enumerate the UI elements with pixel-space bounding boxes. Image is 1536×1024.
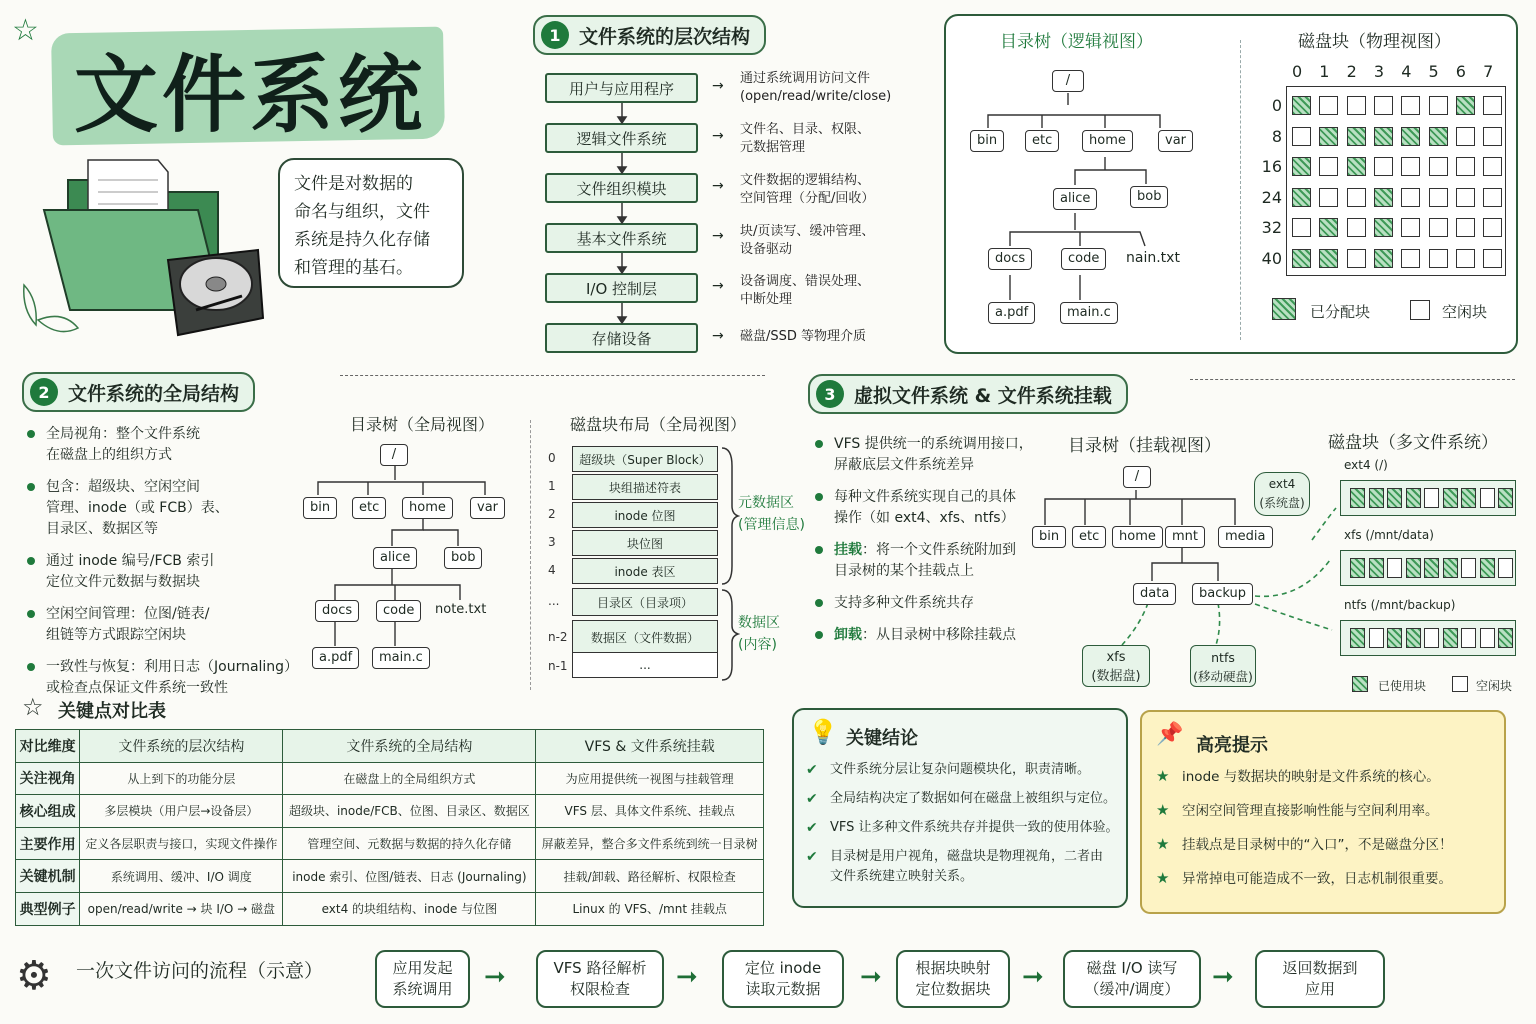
free-block [1347,96,1366,115]
tree-node: docs [988,248,1032,270]
bullet-item: VFS 提供统一的系统调用接口， 屏蔽底层文件系统差异 [812,434,1042,476]
table-row: 关键机制 系统调用、缓冲、I/O 调度 inode 索引、位图/链表、日志 (Journaling) 挂载/卸载、路径解析、权限检查 [16,860,764,893]
disk-block: 数据区（文件数据） [572,620,718,654]
free-block [1483,249,1502,268]
xfs-disk-node: xfs (数据盘) [1082,645,1150,687]
tree-node-file: note.txt [435,602,487,617]
bullet-item: 卸载：从目录树中移除挂载点 [812,625,1042,646]
section-title: 虚拟文件系统 & 文件系统挂载 [854,384,1112,407]
free-block [1483,188,1502,207]
free-block [1461,558,1476,578]
tree-node-root: / [1052,70,1084,92]
pin-icon: 📌 [1156,722,1184,747]
tree-node: bob [444,547,482,569]
used-block [1387,488,1402,508]
flow-arrow-icon: ➞ [676,962,698,992]
layer-box: 用户与应用程序 [545,73,698,103]
free-block [1456,249,1475,268]
physical-block-grid [1258,62,1508,282]
free-block [1401,249,1420,268]
bullet-item: 支持多种文件系统共存 [812,593,1042,614]
allocated-block [1374,249,1393,268]
legend-free-swatch [1452,676,1468,692]
arrow-icon: → [712,228,724,244]
section-number: 3 [816,380,844,408]
intro-line: 文件是对数据的 [294,174,413,194]
disk-block: 目录区（目录项） [572,588,718,616]
star-icon: ☆ [12,13,39,48]
table-row: 对比维度 文件系统的层次结构 文件系统的全局结构 VFS & 文件系统挂载 [16,730,764,763]
metadata-region-label: 元数据区 (管理信息) [738,495,805,533]
free-block [1429,218,1448,237]
star-outline-icon: ☆ [22,693,44,721]
block-number: 0 [548,451,556,465]
section2-header [22,372,255,412]
grid-col-label: 5 [1428,62,1439,81]
layer-box: 逻辑文件系统 [545,123,698,153]
layer-description: 通过系统调用访问文件 (open/read/write/close) [740,71,892,104]
layer-description: 文件名、目录、权限、 元数据管理 [740,122,871,155]
highlight-title: 高亮提示 [1196,735,1268,756]
used-block [1387,628,1402,648]
legend-used-label: 已使用块 [1378,679,1427,693]
highlight-item: ★ 挂载点是目录树中的“入口”，不是磁盘分区！ [1156,835,1501,855]
free-block [1498,558,1513,578]
tree-node-root: / [380,444,408,466]
grid-col-label: 6 [1455,62,1466,81]
allocated-block [1401,127,1420,146]
free-block [1401,96,1420,115]
disk-block: 超级块（Super Block） [572,446,718,472]
intro-bubble [278,158,464,288]
free-block [1292,218,1311,237]
used-block [1443,628,1458,648]
conclusion-item: ✔ 文件系统分层让复杂问题模块化，职责清晰。 [806,760,1124,780]
used-block [1406,488,1421,508]
used-block [1369,488,1384,508]
block-number: 1 [548,479,556,493]
section-title: 文件系统的层次结构 [579,25,751,48]
used-block [1350,488,1365,508]
used-block [1498,488,1513,508]
tree-node: code [1061,248,1106,270]
arrow-icon: → [712,128,724,144]
section3-bullets [812,434,1042,657]
allocated-block [1292,249,1311,268]
tree-node: etc [1025,130,1059,152]
tree-node: main.c [372,647,430,669]
tree-node: code [376,600,421,622]
grid-row-label: 0 [1271,96,1282,115]
free-block [1456,127,1475,146]
dashed-divider [1190,379,1515,380]
free-block [1429,96,1448,115]
layer-connectors [612,103,632,328]
grid-col-label: 0 [1292,62,1303,81]
block-number: ... [548,594,560,608]
dashed-divider [340,375,765,376]
free-block [1480,488,1495,508]
dashed-divider-v [530,420,531,690]
allocated-block [1374,127,1393,146]
block-number: 3 [548,535,556,549]
legend-allocated-swatch [1272,298,1296,320]
layer-box: I/O 控制层 [545,273,698,303]
layer-box: 基本文件系统 [545,223,698,253]
highlight-item: ★ 空闲空间管理直接影响性能与空间利用率。 [1156,801,1501,821]
fs-label: xfs (/mnt/data) [1344,528,1434,542]
allocated-block [1319,218,1338,237]
conclusion-item: ✔ 目录树是用户视角，磁盘块是物理视角，二者由 文件系统建立映射关系。 [806,847,1124,887]
highlight-list [1156,767,1501,903]
free-block [1456,218,1475,237]
multi-fs-disk-title: 磁盘块（多文件系统） [1328,433,1498,453]
table-row: 主要作用 定义各层职责与接口，实现文件操作 管理空间、元数据与数据的持久化存储 屏蔽差异，整合多文件系统到统一目录树 [16,827,764,860]
tree-node: bin [1032,526,1066,548]
section3-header [808,374,1128,414]
tree-node: home [1082,130,1133,152]
free-block [1429,188,1448,207]
disk-block: ... [572,652,718,678]
flow-arrow-icon: ➞ [860,962,882,992]
disk-block: inode 位图 [572,502,718,528]
table-row: 典型例子 open/read/write → 块 I/O → 磁盘 ext4 的块组结构、inode 与位图 Linux 的 VFS、/mnt 挂载点 [16,892,764,925]
tree-node: alice [373,547,417,569]
bullet-item: 一致性与恢复：利用日志（Journaling） 或检查点保证文件系统一致性 [24,657,304,699]
allocated-block [1429,127,1448,146]
grid-row-label: 40 [1261,248,1282,268]
arrow-icon: → [712,328,724,344]
allocated-block [1292,188,1311,207]
grid-row-label: 8 [1271,126,1282,146]
tree-node: bin [970,130,1004,152]
free-block [1401,157,1420,176]
table-title: 关键点对比表 [58,701,166,722]
flow-step: 定位 inode 读取元数据 [722,950,844,1008]
free-block [1319,188,1338,207]
highlight-item: ★ 异常掉电可能造成不一致，日志机制很重要。 [1156,869,1501,889]
flow-arrow-icon: ➞ [484,962,506,992]
folder-disk-illustration [18,150,268,350]
grid-col-label: 2 [1346,62,1357,81]
page-title: 文件系统 [74,45,427,144]
region-braces [720,446,740,682]
tree-node: home [402,497,453,519]
tree-node: main.c [1060,302,1118,324]
used-block [1369,558,1384,578]
bullet-item: 挂载：将一个文件系统附加到 目录树的某个挂载点上 [812,540,1042,582]
used-block [1443,488,1458,508]
ntfs-disk-node: ntfs (移动硬盘) [1190,645,1256,687]
grid-col-label: 1 [1319,62,1330,81]
free-block [1456,157,1475,176]
free-block [1292,127,1311,146]
flow-step: 应用发起 系统调用 [375,950,470,1008]
grid-row-label: 32 [1261,218,1282,237]
gear-icon: ⚙ [16,953,52,999]
block-number: 2 [548,507,556,521]
section-number: 2 [30,378,58,406]
disk-block: 块组描述符表 [572,474,718,500]
tree-node: var [470,497,505,519]
free-block [1424,628,1439,648]
disk-layout-title: 磁盘块布局（全局视图） [570,415,747,434]
flow-step: VFS 路径解析 权限检查 [536,950,664,1008]
conclusion-item: ✔ 全局结构决定了数据如何在磁盘上被组织与定位。 [806,789,1124,809]
bullet-item: 每种文件系统实现自己的具体 操作（如 ext4、xfs、ntfs） [812,487,1042,529]
table-row: 关注视角 从上到下的功能分层 在磁盘上的全局组织方式 为应用提供统一视图与挂载管理 [16,762,764,795]
tree-node: etc [352,497,386,519]
tree-node: backup [1192,583,1253,605]
ext4-bubble: ext4 (系统盘) [1254,472,1310,516]
block-number: n-2 [548,630,568,644]
flow-title: 一次文件访问的流程（示意） [76,960,324,982]
used-block [1498,628,1513,648]
allocated-block [1292,96,1311,115]
fs-label: ntfs (/mnt/backup) [1344,598,1456,612]
layer-box: 存储设备 [545,323,698,353]
legend-allocated-label: 已分配块 [1310,303,1371,321]
mount-tree-title: 目录树（挂载视图） [1068,436,1221,456]
lightbulb-icon: 💡 [808,718,838,746]
tree-node: media [1218,526,1273,548]
allocated-block [1347,157,1366,176]
tree-node: data [1133,583,1176,605]
allocated-block [1374,188,1393,207]
tree-node: a.pdf [312,647,359,669]
grid-row-label: 16 [1261,157,1282,176]
tree-node: bin [303,497,337,519]
grid-col-label: 3 [1373,62,1385,81]
free-block [1483,127,1502,146]
bullet-item: 全局视角：整个文件系统 在磁盘上的组织方式 [24,424,304,466]
used-block [1406,628,1421,648]
legend-free-label: 空闲块 [1442,303,1488,321]
allocated-block [1319,127,1338,146]
tree-node: docs [315,600,359,622]
tree-node-file: nain.txt [1126,250,1180,266]
layer-description: 块/页读写、缓冲管理、 设备驱动 [740,224,875,257]
allocated-block [1319,249,1338,268]
layer-description: 文件数据的逻辑结构、 空间管理（分配/回收） [740,173,875,206]
tree-node: var [1158,130,1193,152]
block-number: n-1 [548,659,568,673]
free-block [1480,628,1495,648]
layer-description: 磁盘/SSD 等物理介质 [740,329,867,344]
free-block [1456,188,1475,207]
layer-description: 设备调度、错误处理、 中断处理 [740,274,871,307]
grid-col-label: 7 [1483,62,1494,81]
section2-bullets [24,424,304,710]
intro-line: 和管理的基石。 [294,258,413,278]
flow-step: 返回数据到 应用 [1255,950,1385,1008]
arrow-icon: → [712,278,724,294]
free-block [1319,96,1338,115]
intro-line: 命名与组织，文件 [294,202,430,222]
conclusion-list [806,760,1124,896]
block-number: 4 [548,563,556,577]
layer-box: 文件组织模块 [545,173,698,203]
flow-arrow-icon: ➞ [1022,962,1044,992]
allocated-block [1347,127,1366,146]
flow-step: 根据块映射 定位数据块 [896,950,1010,1008]
used-block [1350,628,1365,648]
free-block [1424,488,1439,508]
free-block [1401,218,1420,237]
comparison-table [15,729,764,926]
legend-free-swatch [1410,300,1430,320]
used-block [1461,488,1476,508]
tree-node: etc [1072,526,1106,548]
intro-line: 系统是持久化存储 [294,230,430,250]
physical-disk-title: 磁盘块（物理视图） [1298,32,1451,52]
disk-block: inode 表区 [572,558,718,584]
legend-free-label: 空闲块 [1476,679,1513,693]
arrow-icon: → [712,178,724,194]
tree-node: alice [1053,188,1097,210]
free-block [1429,157,1448,176]
grid-col-label: 4 [1401,62,1412,81]
free-block [1374,96,1393,115]
used-block [1443,558,1458,578]
panel-divider [1240,40,1241,340]
bullet-item: 通过 inode 编号/FCB 索引 定位文件元数据与数据块 [24,551,304,593]
data-region-label: 数据区 (内容) [738,615,780,653]
free-block [1347,249,1366,268]
grid-row-label: 24 [1261,187,1282,207]
highlight-item: ★ inode 与数据块的映射是文件系统的核心。 [1156,767,1501,787]
free-block [1369,628,1384,648]
free-block [1483,96,1502,115]
table-row: 核心组成 多层模块（用户层→设备层） 超级块、inode/FCB、位图、目录区、数据区 VFS 层、具体文件系统、挂载点 [16,795,764,828]
free-block [1483,218,1502,237]
section-title: 文件系统的全局结构 [68,382,240,405]
bullet-item: 包含：超级块、空闲空间 管理、inode（或 FCB）表、 目录区、数据区等 [24,477,304,540]
used-block [1350,558,1365,578]
arrow-icon: → [712,78,724,94]
logical-tree-title: 目录树（逻辑视图） [1000,32,1153,52]
free-block [1401,188,1420,207]
tree-node: home [1112,526,1163,548]
flow-arrow-icon: ➞ [1212,962,1234,992]
disk-block: 块位图 [572,530,718,556]
used-block [1480,558,1495,578]
used-block [1424,558,1439,578]
free-block [1483,157,1502,176]
allocated-block [1292,157,1311,176]
conclusion-item: ✔ VFS 让多种文件系统共存并提供一致的使用体验。 [806,818,1124,838]
legend-used-swatch [1352,676,1368,692]
free-block [1347,188,1366,207]
tree-node: a.pdf [988,302,1035,324]
fs-label: ext4 (/) [1344,458,1388,472]
tree-node: bob [1130,186,1168,208]
tree-node-root: / [1123,466,1151,488]
flow-step: 磁盘 I/O 读写 （缓冲/调度） [1063,950,1201,1008]
conclusion-title: 关键结论 [846,728,918,749]
allocated-block [1456,96,1475,115]
used-block [1406,558,1421,578]
free-block [1461,628,1476,648]
allocated-block [1374,218,1393,237]
free-block [1387,558,1402,578]
global-tree-title: 目录树（全局视图） [350,415,495,434]
mount-links [1240,500,1340,640]
free-block [1319,157,1338,176]
section1-header [533,15,766,55]
free-block [1429,249,1448,268]
bullet-item: 空闲空间管理：位图/链表/ 组链等方式跟踪空闲块 [24,604,304,646]
tree-node: mnt [1165,526,1205,548]
free-block [1374,157,1393,176]
free-block [1347,218,1366,237]
section-number: 1 [541,21,569,49]
